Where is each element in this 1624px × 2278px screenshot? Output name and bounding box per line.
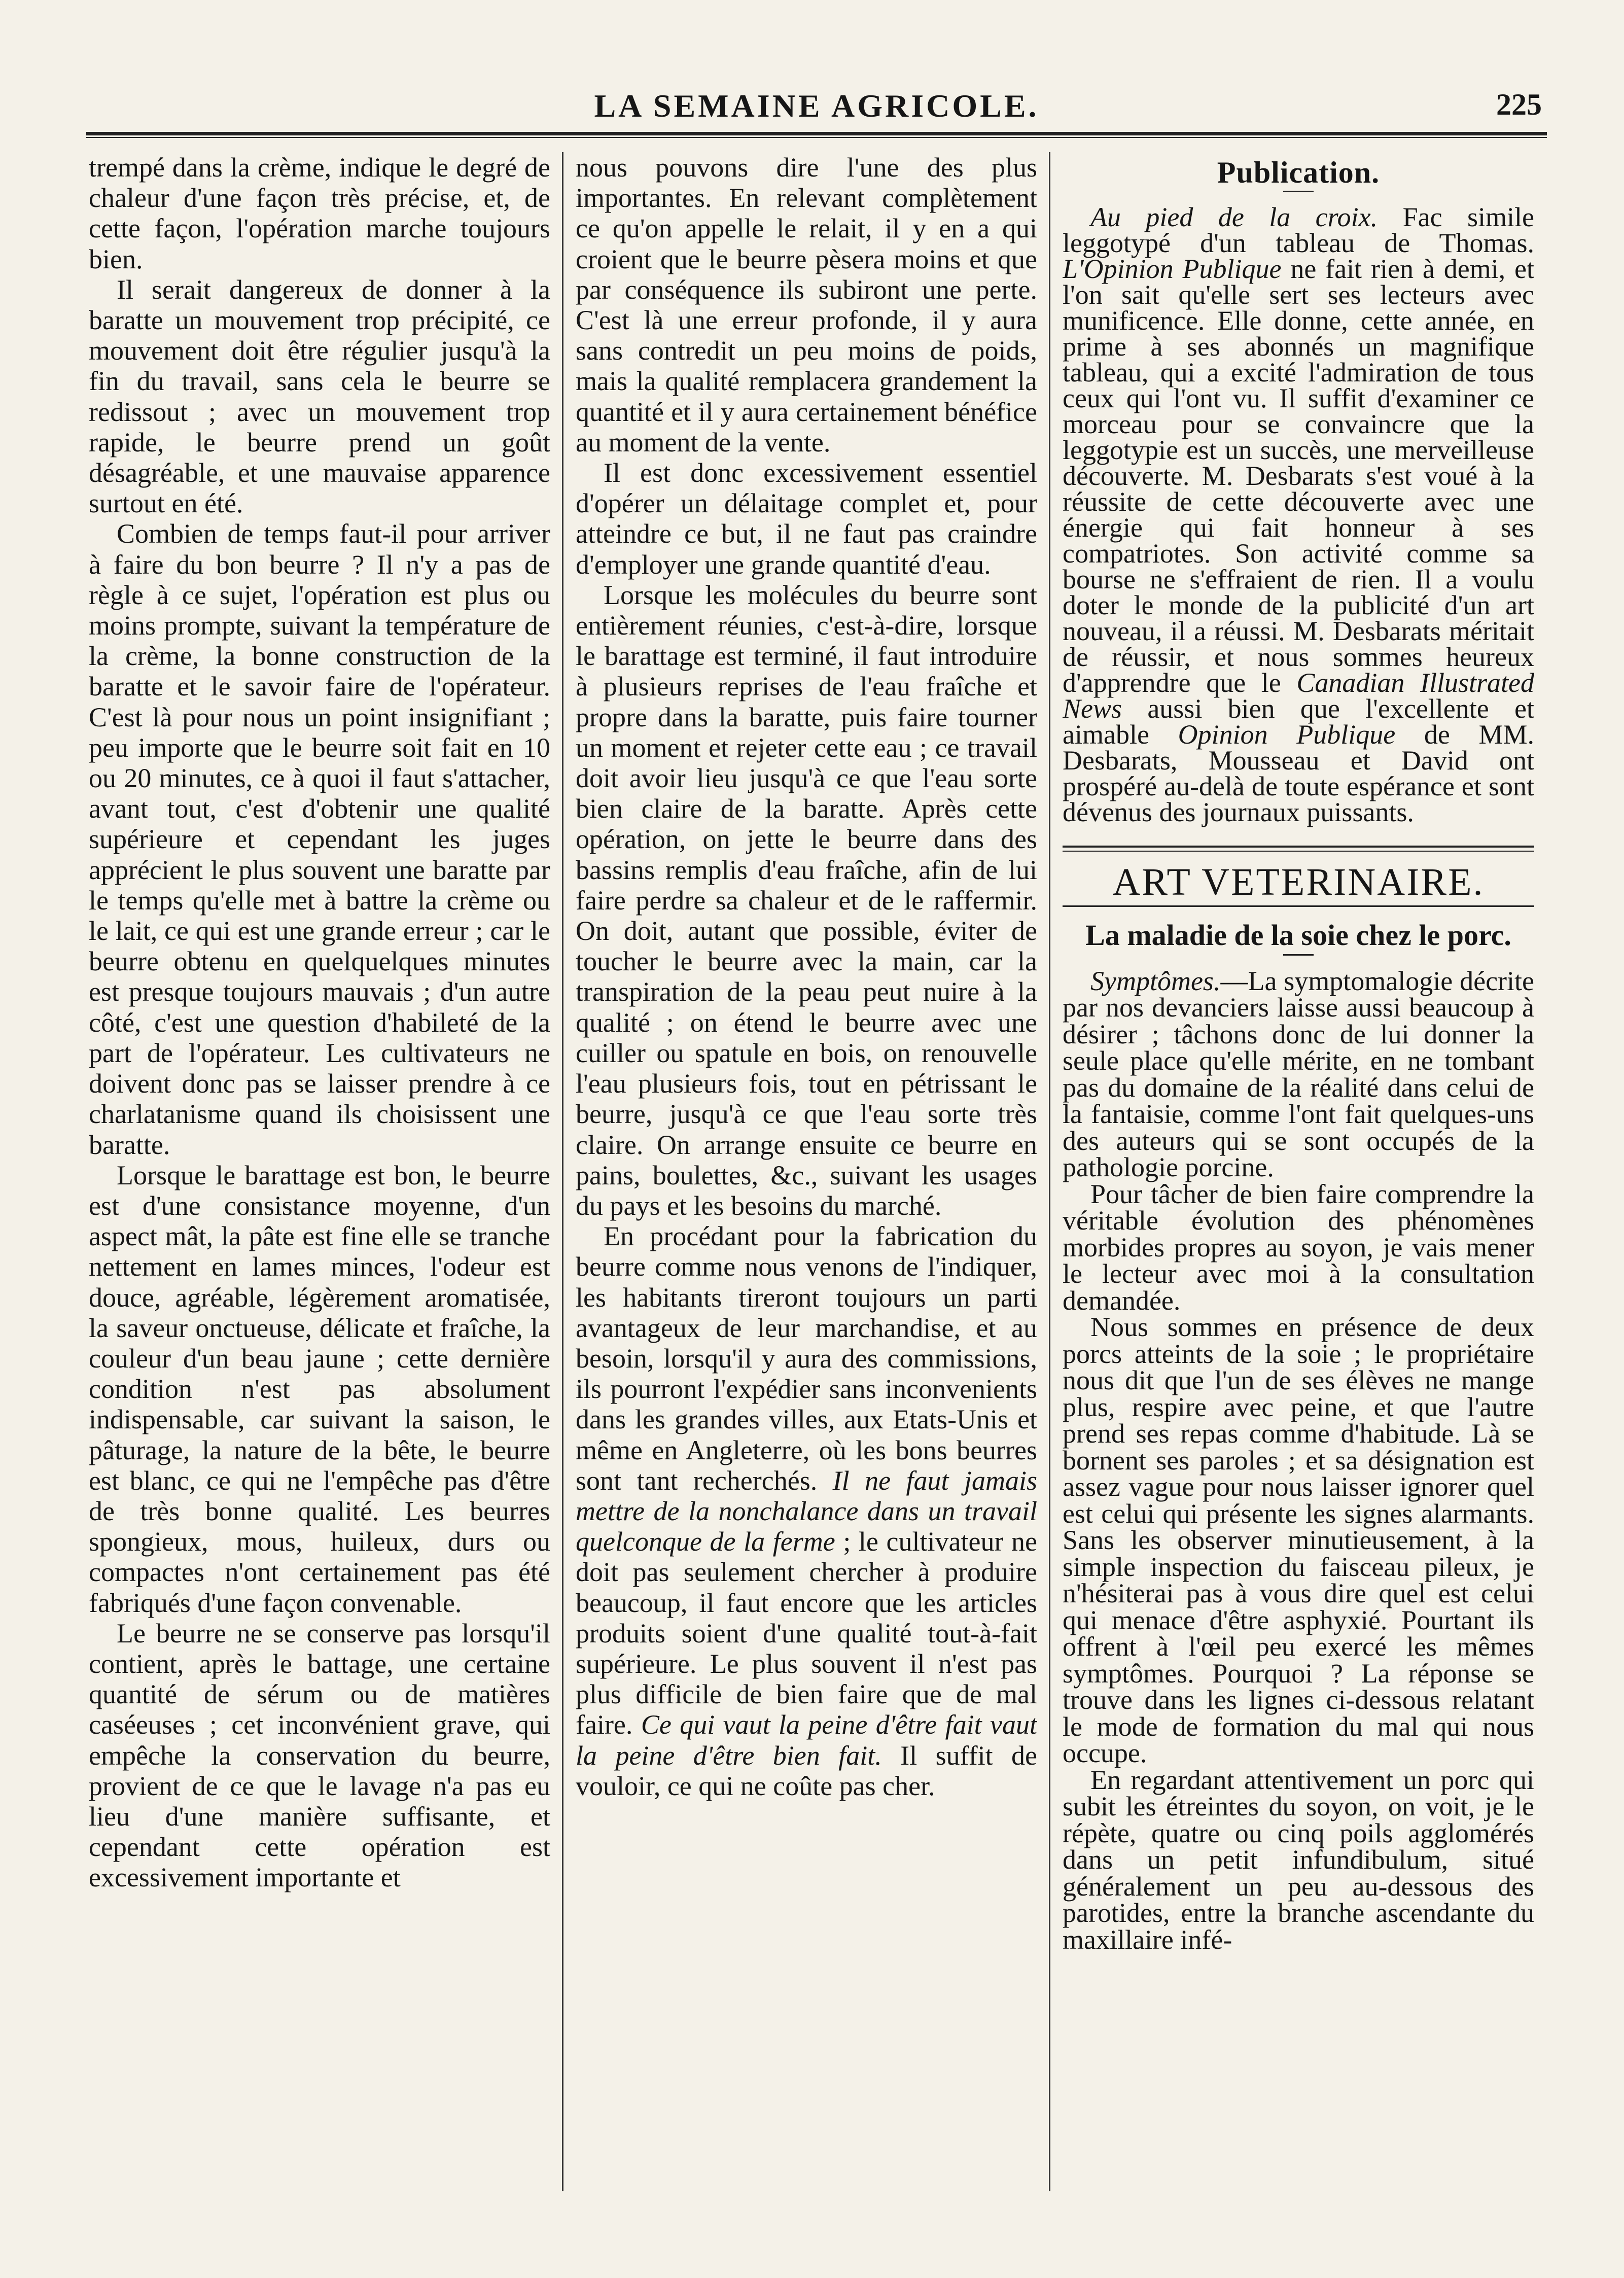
paragraph — [1063, 965, 1534, 1183]
column-3 — [1063, 152, 1534, 2206]
paragraph: Combien de temps faut-il pour arriver à faire du bon beurre ? Il n'y a pas de règle à ce sujet, l'opération est plus ou moins prompte, suivant la température de la crème, la bonne construction de la baratte et le savoir faire de l'opérateur. C'est là pour nous un point insignifiant ; peu importe que le beurre soit fait en 10 ou 20 minutes, ce à quoi il faut s'attacher, avant tout, c'est d'obtenir une qualité supérieure et cependant les juges apprécient le plus souvent une baratte par le temps qu'elle met à battre la crème ou le lait, ce qui est une grande erreur ; car le beurre obtenu en quelquelques minutes est presque toujours mauvais ; d'un autre côté, c'est une question d'habileté de la part de l'opérateur. Les cultivateurs ne doivent donc pas se laisser prendre à ce charlatanisme quand ils choisissent une baratte. — [89, 518, 550, 1160]
page-number: 225 — [1496, 88, 1542, 121]
masthead-title: LA SEMAINE AGRICOLE. — [594, 88, 1039, 124]
section-rule — [1063, 846, 1534, 852]
text-run: Fac simile leggotypé d'un tableau de Thomas. — [1063, 202, 1534, 259]
header-rule-thin — [86, 137, 1547, 138]
page-header — [86, 76, 1547, 137]
text-run: de MM. Desbarats, Mousseau et David ont prospéré au-delà de toute espérance et sont dévenus des journaux puissants. — [1063, 719, 1534, 828]
paragraph — [1063, 202, 1534, 828]
paragraph: En regardant attentivement un porc qui subit les étreintes du soyon, on voit, je le répète, quatre ou cinq poils agglomérés dans un petit infundibulum, situé généralement un peu au-dessous des parotides, entre la branche ascendante du maxillaire infé- — [1063, 1764, 1534, 1955]
paragraph: Il serait dangereux de donner à la baratte un mouvement trop précipité, ce mouvement doit être régulier jusqu'à la fin du travail, sans cela le beurre se redissout ; avec un mouvement trop rapide, le beurre prend un goût désagréable, et une mauvaise apparence surtout en été. — [89, 274, 550, 519]
italic-text: L'Opinion Publique — [1063, 254, 1282, 285]
italic-text: Opinion Publique — [1178, 719, 1396, 750]
italic-text: Au pied de la croix. — [1090, 202, 1378, 233]
section-title: ART VETERINAIRE. — [1112, 861, 1485, 904]
column-1 — [89, 152, 550, 2206]
text-run: ne fait rien à demi, et l'on sait qu'elle sert ses lecteurs avec munificence. Elle donne, cette année, en prime à ses abonnés un magnifique tableau, qui a excité l'admiration de tous ceux qui l'ont vu. Il suffit d'examiner ce morceau pour se convaincre que la leggotypie est un succès, une merveilleuse découverte. M. Desbarats s'est voué à la réussite de cette découverte avec une énergie qui fait honneur à ses compatriotes. Son activité comme sa bourse ne s'effraient de rien. Il a voulu doter le monde de la publicité d'un art nouveau, il a réussi. M. Desbarats méritait de réussir, et nous sommes heureux d'apprendre que le — [1063, 254, 1534, 698]
header-rule — [86, 132, 1547, 135]
section-rule-thin — [1063, 905, 1534, 907]
article-title: La maladie de la soie chez le porc. — [1085, 919, 1511, 952]
column-divider — [562, 152, 563, 2191]
paragraph: Lorsque les molécules du beurre sont entièrement réunies, c'est-à-dire, lorsque le barattage est terminé, il faut introduire à plusieurs reprises de l'eau fraîche et propre dans la baratte, puis faire tourner un moment et rejeter cette eau ; ce travail doit avoir lieu jusqu'à ce que l'eau sorte bien claire de la baratte. Après cette opération, on jette le beurre dans des bassins remplis d'eau fraîche, afin de lui faire perdre sa chaleur et de le raffermir. On doit, autant que possible, éviter de toucher le beurre avec la main, car la transpiration de la peau peut nuire à la qualité ; on étend le beurre avec une cuiller ou spatule en bois, on renouvelle l'eau plusieurs fois, tout en pétrissant le beurre, jusqu'à ce que l'eau sorte très claire. On arrange ensuite ce beurre en pains, boulettes, &c., suivant les usages du pays et les besoins du marché. — [576, 579, 1037, 1221]
paragraph — [576, 1221, 1037, 1801]
paragraph: nous pouvons dire l'une des plus importantes. En relevant complètement ce qu'on appelle le relait, il y en a qui croient que le beurre pèsera moins et que par conséquence ils subiront une perte. C'est là une erreur profonde, il y aura sans contredit un peu moins de poids, mais la qualité remplacera grandement la quantité et il y aura certainement bénéfice au moment de la vente. — [576, 152, 1037, 458]
column-2 — [576, 152, 1037, 2206]
text-run: aussi bien que l'excellente et aimable — [1063, 693, 1534, 750]
text-run: En procédant pour la fabrication du beurre comme nous venons de l'indiquer, les habitants tireront toujours un parti avantageux de leur marchandise, et au besoin, lorsqu'il y aura des commissions, ils pourront l'expédier sans inconvenients dans les grandes villes, aux Etats-Unis et même en Angleterre, où les bons beurres sont tant recherchés. — [576, 1221, 1037, 1496]
italic-text: Ce qui vaut la peine d'être fait vaut la peine d'être bien fait. — [576, 1709, 1037, 1771]
paragraph: Nous sommes en présence de deux porcs atteints de la soie ; le propriétaire nous dit que l'un de ses élèves ne mange plus, respire avec peine, et que l'autre prend ses repas comme d'habitude. Là se bornent ses paroles ; et sa désignation est assez vague pour nous laisser ignorer quel est celui qui présente les signes alarmants. Sans les observer minutieusement, à la simple inspection du faisceau pileux, je n'hésiterai pas à vous dire quel est celui qui menace d'être asphyxié. Pourtant ils offrent à l'œil peu exercé les mêmes symptômes. Pourquoi ? La réponse se trouve dans les lignes ci-dessous relatant le mode de formation du mal qui nous occupe. — [1063, 1312, 1534, 1769]
text-run: —La symptomalogie décrite par nos devanciers laisse aussi beaucoup à désirer ; tâchons donc de lui donner la seule place qu'elle mérite, en ne tombant pas du domaine de la réalité dans celui de la fantaisie, comme l'ont fait quelques-uns des auteurs qui se sont occupés de la pathologie porcine. — [1063, 965, 1534, 1183]
column-divider — [1049, 152, 1050, 2191]
text-run: ; le cultivateur ne doit pas seulement chercher à produire beaucoup, il faut encore que les articles produits soient d'une qualité tout-à-fait supérieure. Le plus souvent il n'est pas plus difficile de bien faire que de mal faire. — [576, 1526, 1037, 1740]
paragraph: Le beurre ne se conserve pas lorsqu'il contient, après le battage, une certaine quantité de sérum ou de matières caséeuses ; cet inconvénient grave, qui empêche la conservation du beurre, provient de ce que le lavage n'a pas eu lieu d'une manière suffisante, et cependant cette opération est excessivement importante et — [89, 1618, 550, 1893]
paragraph: Il est donc excessivement essentiel d'opérer un délaitage complet et, pour atteindre ce but, il ne faut pas craindre d'employer une grande quantité d'eau. — [576, 458, 1037, 580]
heading-dash — [1283, 954, 1314, 956]
italic-text: Canadian Illustrated News — [1063, 668, 1534, 724]
text-run: Il suffit de vouloir, ce qui ne coûte pas cher. — [576, 1740, 1037, 1801]
paragraph: trempé dans la crème, indique le degré de chaleur d'une façon très précise, et, de cette façon, l'opération marche toujours bien. — [89, 152, 550, 274]
italic-text: Il ne faut jamais mettre de la nonchalance dans un travail quelconque de la ferme — [576, 1465, 1037, 1557]
publication-section — [1063, 202, 1534, 828]
italic-text: Symptômes. — [1090, 965, 1221, 996]
paragraph: Lorsque le barattage est bon, le beurre est d'une consistance moyenne, d'un aspect mât, la pâte est fine elle se tranche nettement en lames minces, l'odeur est douce, agréable, légèrement aromatisée, la saveur onctueuse, délicate et fraîche, la couleur d'un beau jaune ; cette dernière condition n'est pas absolument indispensable, car suivant la saison, le pâturage, la nature de la bête, le beurre est blanc, ce qui ne l'empêche pas d'être de très bonne qualité. Les beurres spongieux, mous, huileux, durs ou compactes n'ont certainement pas été fabriqués d'une façon convenable. — [89, 1160, 550, 1618]
publication-heading: Publication. — [1217, 156, 1380, 189]
paragraph: Pour tâcher de bien faire comprendre la véritable évolution des phénomènes morbides propres au soyon, je vais mener le lecteur avec moi à la consultation demandée. — [1063, 1178, 1534, 1316]
heading-dash — [1283, 191, 1314, 192]
